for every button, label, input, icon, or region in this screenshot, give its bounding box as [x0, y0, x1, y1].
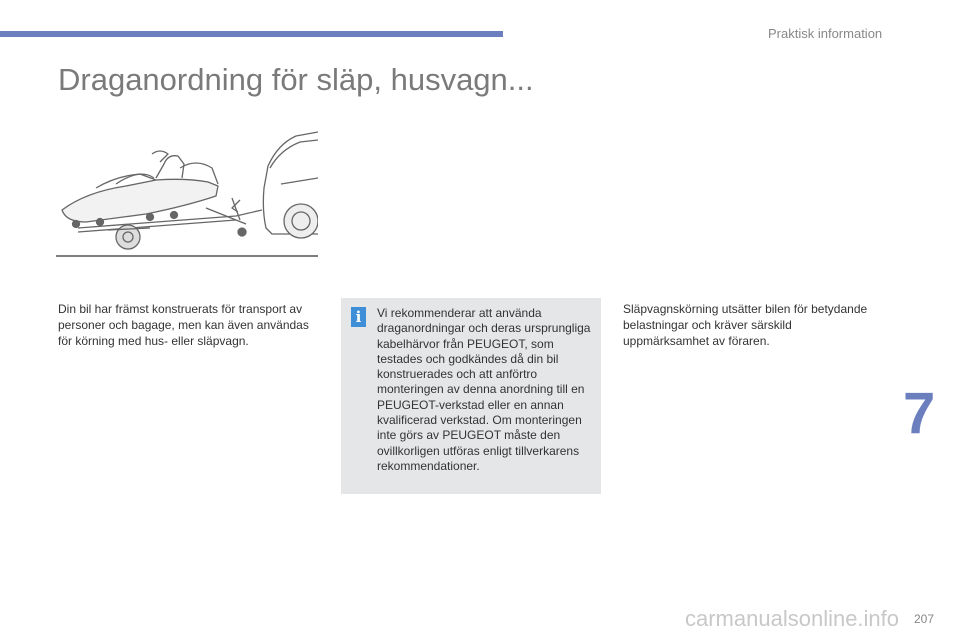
- page-number: 207: [914, 612, 935, 626]
- chapter-number: 7: [903, 381, 936, 446]
- trailer-jetski-illustration: [56, 128, 318, 258]
- page-title: Draganordning för släp, husvagn...: [58, 62, 534, 97]
- info-icon: i: [351, 307, 366, 327]
- info-text: Vi rekommenderar att använda draganordningar och deras ursprungliga kabelhärvor från PEUGEOT, som testades och godkändes då din bil konstruerades och att anförtro monteringen av denna anordning till en PEUGEOT-verkstad eller en annan kvalificerad verkstad. Om monteringen inte görs av PEUGEOT måste den ovillkorligen utföras enligt tillverkarens rekommendationer.: [377, 306, 591, 473]
- watermark: carmanualsonline.info: [685, 606, 900, 631]
- warning-paragraph: Släpvagnskörning utsätter bilen för betydande belastningar och kräver särskild uppmärksamhet av föraren.: [623, 302, 868, 348]
- intro-paragraph: Din bil har främst konstruerats för transport av personer och bagage, men kan även användas för körning med hus- eller släpvagn.: [58, 302, 309, 348]
- section-title: Praktisk information: [768, 26, 883, 41]
- info-box: [341, 298, 601, 494]
- chapter-color-bar: [0, 31, 503, 37]
